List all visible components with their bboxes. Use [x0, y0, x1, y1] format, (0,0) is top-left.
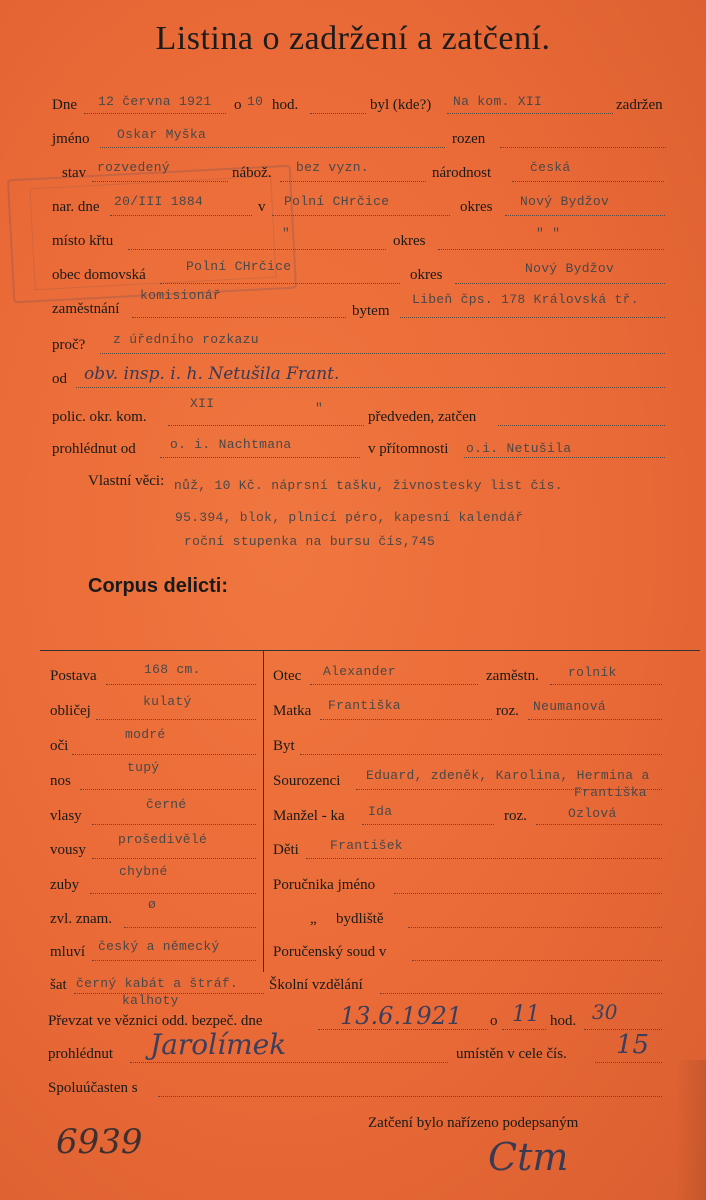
- ordered-by: obv. insp. i. h. Netušila Frant.: [84, 364, 340, 384]
- porucnika-label: Poručnika jméno: [273, 877, 376, 893]
- vlasy-label: vlasy: [50, 808, 82, 824]
- rozen-label: rozen: [452, 131, 486, 147]
- paper-fold: [676, 1060, 706, 1200]
- spoluucasten-label: Spoluúčasten s: [48, 1080, 138, 1096]
- languages-value: český a německý: [98, 939, 220, 954]
- o-label-2: o: [490, 1013, 498, 1029]
- transfer-hour: 11: [512, 1002, 540, 1027]
- vousy-label: vousy: [50, 842, 86, 858]
- residence: Libeň čps. 178 Královská tř.: [412, 292, 639, 307]
- birth-date: 20/III 1884: [114, 194, 204, 209]
- transfer-date: 13.6.1921: [340, 1002, 463, 1030]
- roz-label-1: roz.: [496, 703, 519, 719]
- zamestnani-label: zaměstnání: [52, 301, 120, 317]
- zamestn-label: zaměstn.: [486, 668, 539, 684]
- jmeno-label: jméno: [52, 131, 90, 147]
- eyes-value: modré: [125, 727, 166, 742]
- clothing-value-2: kalhoty: [122, 993, 179, 1008]
- examiner-signature: Jarolímek: [150, 1028, 287, 1061]
- height-value: 168 cm.: [144, 662, 201, 677]
- examined-by: o. i. Nachtmana: [170, 437, 292, 452]
- matka-label: Matka: [273, 703, 312, 719]
- birth-place: Polní CHrčice: [284, 194, 390, 209]
- nos-label: nos: [50, 773, 71, 789]
- arrest-place: Na kom. XII: [453, 94, 543, 109]
- zatceni-text: Zatčení bylo nařízeno podepsaným: [368, 1115, 579, 1131]
- zuby-label: zuby: [50, 877, 80, 893]
- arrest-date: 12 června 1921: [98, 94, 212, 109]
- postava-label: Postava: [50, 668, 97, 684]
- arrest-reason: z úředního rozkazu: [113, 332, 259, 347]
- home-municipality: Polní CHrčice: [186, 259, 292, 274]
- sat-label: šat: [50, 977, 67, 993]
- siblings-value-2: Františka: [574, 785, 647, 800]
- o-label: o: [234, 97, 242, 113]
- narodnost-label: národnost: [432, 165, 492, 181]
- zvl-znam-label: zvl. znam.: [50, 911, 113, 927]
- occupation: komisionář: [140, 288, 222, 303]
- skolni-label: Školní vzdělání: [269, 977, 363, 993]
- vlastni-veci-label: Vlastní věci:: [88, 473, 165, 489]
- okres-label-1: okres: [460, 199, 493, 215]
- case-number: 6939: [56, 1122, 143, 1162]
- mother-value: Františka: [328, 698, 401, 713]
- official-signature: Ctm: [488, 1135, 569, 1179]
- okres-label-2: okres: [393, 233, 426, 249]
- nose-value: tupý: [127, 760, 160, 775]
- baptism-place: ": [282, 226, 291, 241]
- spouse-maiden-name: Ozlová: [568, 806, 617, 821]
- sourozenci-label: Sourozenci: [273, 773, 341, 789]
- prevzat-label: Převzat ve věznici odd. bezpeč. dne: [48, 1013, 263, 1029]
- naboz-label: nábož.: [232, 165, 272, 181]
- document-title: Listina o zadržení a zatčení.: [155, 20, 551, 57]
- home-district: Nový Bydžov: [525, 261, 615, 276]
- police-district-ditto: ": [315, 401, 324, 416]
- father-occupation: rolník: [568, 665, 617, 680]
- belongings-line-3: roční stupenka na bursu čís,745: [184, 534, 436, 549]
- oci-label: oči: [50, 738, 69, 754]
- bydliste-label: bydliště: [336, 911, 384, 927]
- police-district: XII: [190, 396, 215, 411]
- transfer-minutes: 30: [592, 1000, 618, 1024]
- oblicej-label: obličej: [50, 703, 91, 719]
- pritomnosti-label: v přítomnosti: [368, 441, 449, 457]
- predveden-label: předveden, zatčen: [368, 409, 477, 425]
- prohlednut-label: prohlédnut: [48, 1046, 113, 1062]
- cell-number: 15: [616, 1030, 650, 1060]
- roz-label-2: roz.: [504, 808, 527, 824]
- bytem-label: bytem: [352, 303, 390, 319]
- misto-krtu-label: místo křtu: [52, 233, 114, 249]
- polic-label: polic. okr. kom.: [52, 409, 147, 425]
- v-label: v: [258, 199, 266, 215]
- bydliste-ditto: „: [310, 911, 317, 927]
- father-value: Alexander: [323, 664, 396, 679]
- zadrzen-label: zadržen: [616, 97, 663, 113]
- table-top-rule: [40, 650, 700, 651]
- children-value: František: [330, 838, 403, 853]
- marital-status: rozvedený: [97, 160, 170, 175]
- otec-label: Otec: [273, 668, 302, 684]
- religion-value: bez vyzn.: [296, 160, 369, 175]
- arrest-hour: 10: [247, 94, 264, 109]
- corpus-delicti-heading: Corpus delicti:: [88, 575, 229, 597]
- obec-label: obec domovská: [52, 267, 146, 283]
- manzel-label: Manžel - ka: [273, 808, 345, 824]
- belongings-line-1: nůž, 10 Kč. náprsní tašku, živnostesky list čís.: [174, 478, 563, 493]
- beard-value: prošedivělé: [118, 832, 208, 847]
- face-value: kulatý: [143, 694, 192, 709]
- od-label: od: [52, 371, 67, 387]
- stav-label: stav: [62, 165, 87, 181]
- deti-label: Děti: [273, 842, 299, 858]
- belongings-line-2: 95.394, blok, plnicí péro, kapesní kalendář: [175, 510, 524, 525]
- umisten-label: umístěn v cele čís.: [456, 1046, 567, 1062]
- dne-label: Dne: [52, 97, 77, 113]
- hod-label-2: hod.: [550, 1013, 577, 1029]
- soud-label: Poručenský soud v: [273, 944, 387, 960]
- proc-label: proč?: [52, 337, 86, 353]
- column-divider: [263, 650, 264, 972]
- prohlednut-od-label: prohlédnut od: [52, 441, 136, 457]
- siblings-value: Eduard, zdeněk, Karolina, Hermina a: [366, 768, 650, 783]
- birth-district: Nový Bydžov: [520, 194, 610, 209]
- okres-label-3: okres: [410, 267, 443, 283]
- mother-maiden-name: Neumanová: [533, 699, 606, 714]
- in-presence-of: o.i. Netušila: [466, 441, 572, 456]
- kde-label: byl (kde?): [370, 97, 432, 113]
- mluvi-label: mluví: [50, 944, 86, 960]
- hod-label: hod.: [272, 97, 299, 113]
- marks-value: ø: [148, 897, 157, 912]
- teeth-value: chybné: [119, 864, 168, 879]
- nationality-value: česká: [530, 160, 571, 175]
- spouse-value: Ida: [368, 804, 393, 819]
- clothing-value: černý kabát a štráf.: [76, 976, 239, 991]
- baptism-district: " ": [536, 226, 561, 241]
- name-value: Oskar Myška: [117, 127, 207, 142]
- nar-label: nar. dne: [52, 199, 100, 215]
- hair-value: černé: [146, 797, 187, 812]
- byt-label: Byt: [273, 738, 295, 754]
